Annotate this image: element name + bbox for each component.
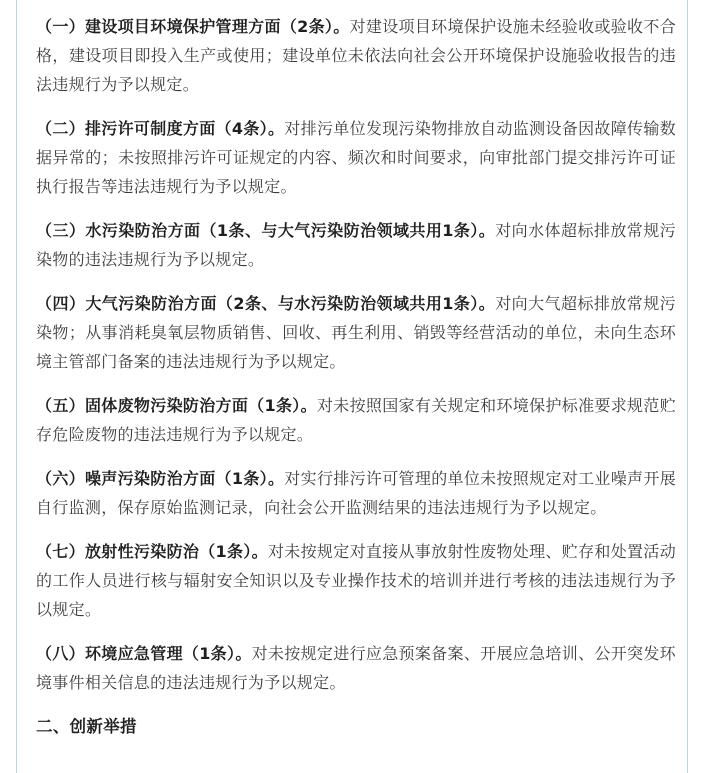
paragraph-heading: （二）排污许可制度方面（4条）。 [36,119,285,138]
paragraph-text: 对未按照国家有关规定和环境保护标准要求规范贮存危险废物的违法违规行为予以规定。 [36,396,676,444]
paragraph-text: 对未按规定进行应急预案备案、开展应急培训、公开突发环境事件相关信息的违法违规行为予以规定。 [36,644,676,692]
section-title: 二、创新举措 [36,717,137,736]
paragraph-6 [36,464,676,522]
paragraph-1 [36,12,676,99]
paragraph-text: 对向大气超标排放常规污染物；从事消耗臭氧层物质销售、回收、再生利用、销毁等经营活动的单位，未向生态环境主管部门备案的违法违规行为予以规定。 [36,294,676,371]
paragraph-3 [36,216,676,274]
paragraph-text: 对向水体超标排放常规污染物的违法违规行为予以规定。 [36,221,676,269]
paragraph-8 [36,639,676,697]
paragraph-heading: （七）放射性污染防治（1条）。 [36,542,268,561]
paragraph-heading: （六）噪声污染防治方面（1条）。 [36,469,285,488]
paragraph-heading: （一）建设项目环境保护管理方面（2条）。 [36,17,350,36]
paragraph-2 [36,114,676,201]
paragraph-7 [36,537,676,624]
paragraph-4 [36,289,676,376]
paragraph-text: 对未按规定对直接从事放射性废物处理、贮存和处置活动的工作人员进行核与辐射安全知识以及专业操作技术的培训并进行考核的违法违规行为予以规定。 [36,542,676,619]
paragraph-heading: （四）大气污染防治方面（2条、与水污染防治领域共用1条）。 [36,294,496,313]
paragraph-5 [36,391,676,449]
paragraph-text: 对排污单位发现污染物排放自动监测设备因故障传输数据异常的；未按照排污许可证规定的内容、频次和时间要求，向审批部门提交排污许可证执行报告等违法违规行为予以规定。 [36,119,677,196]
paragraph-heading: （八）环境应急管理（1条）。 [36,644,252,663]
article-body [36,12,676,741]
paragraph-text: 对建设项目环境保护设施未经验收或验收不合格，建设项目即投入生产或使用；建设单位未依法向社会公开环境保护设施验收报告的违法违规行为予以规定。 [36,17,676,94]
paragraph-heading: （五）固体废物污染防治方面（1条）。 [36,396,317,415]
paragraph-heading: （三）水污染防治方面（1条、与大气污染防治领域共用1条）。 [36,221,496,240]
paragraph-text: 对实行排污许可管理的单位未按照规定对工业噪声开展自行监测，保存原始监测记录，向社会公开监测结果的违法违规行为予以规定。 [36,469,677,517]
